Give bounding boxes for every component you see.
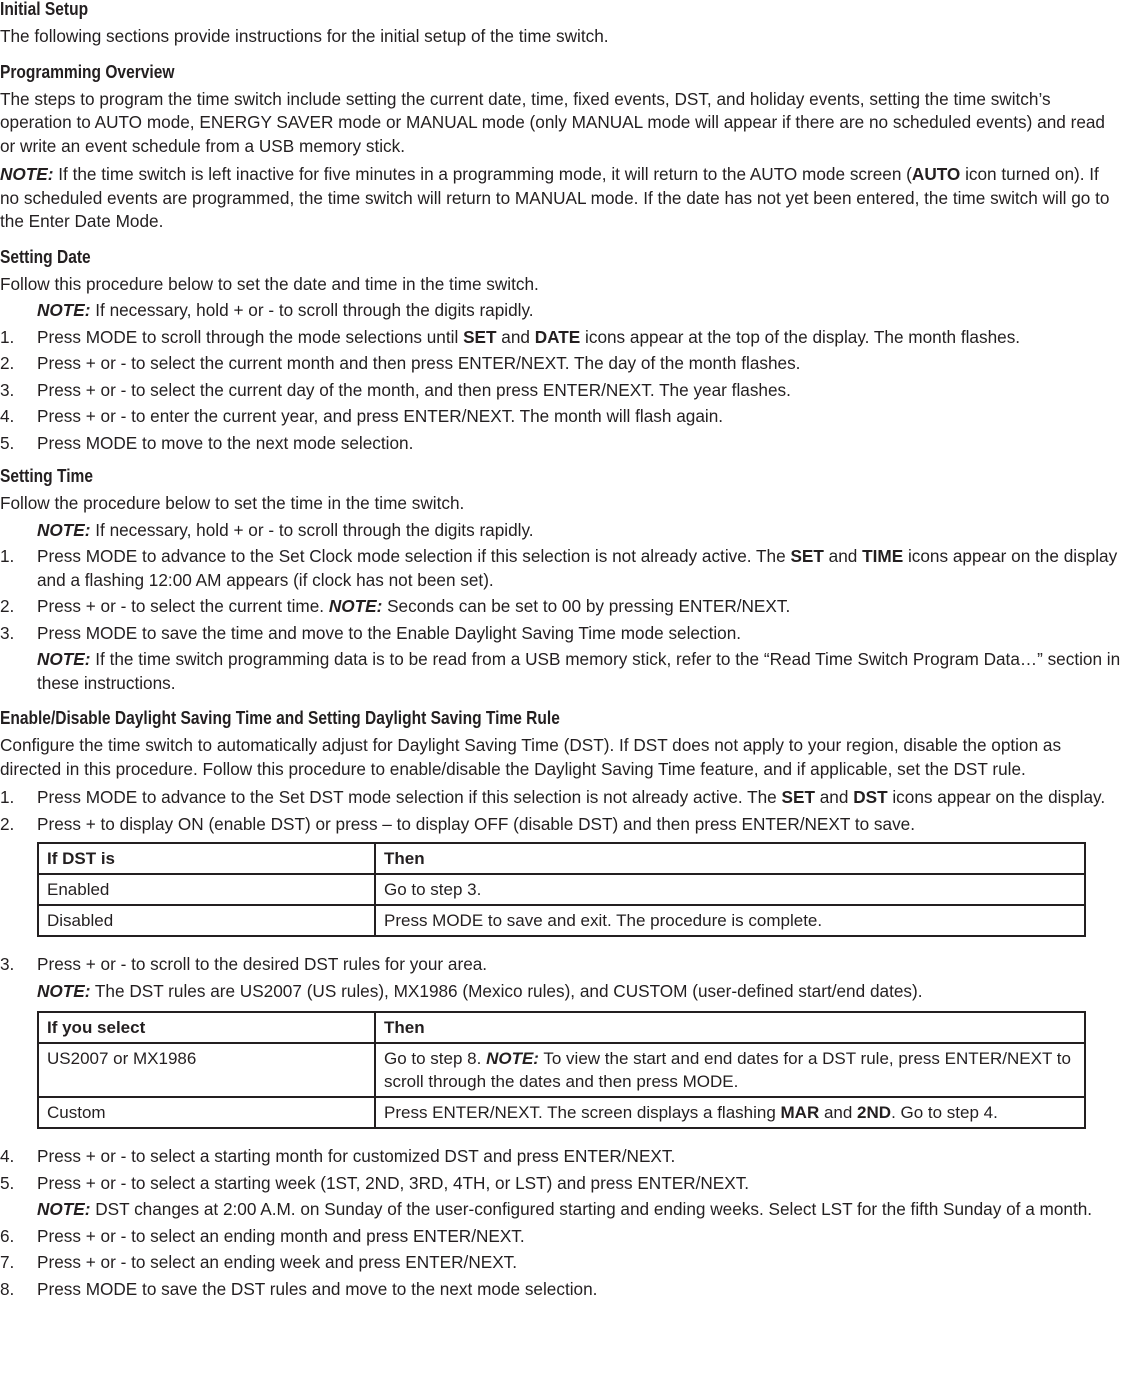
programming-overview-body: The steps to program the time switch include setting the current date, time, fixed events, DST, and holiday events, setting the time switch’s operation to AUTO mode, ENERGY SAVER mode or MANUAL mode (only MANUAL mode will appear if there are no scheduled events) and read or write an event schedule from a USB memory stick. <box>0 88 1105 156</box>
date-step-5: 5. Press MODE to move to the next mode selection. <box>0 432 414 453</box>
dst-step-8: 8. Press MODE to save the DST rules and move to the next mode selection. <box>0 1278 598 1299</box>
dst-step-4: 4. Press + or - to select a starting month for customized DST and press ENTER/NEXT. <box>0 1146 676 1166</box>
time-step-2: 2. Press + or - to select the current time. NOTE: Seconds can be set to 00 by pressing ENTER/NEXT. <box>0 596 791 616</box>
dst-step-6: 6. Press + or - to select an ending month and press ENTER/NEXT. <box>0 1225 525 1246</box>
dst-rule-table <box>37 1011 1086 1129</box>
date-step-1: 1. Press MODE to scroll through the mode selections until SET and DATE icons appear at the top of the display. The month flashes. <box>0 326 1021 347</box>
heading-dst: Enable/Disable Daylight Saving Time and Setting Daylight Saving Time Rule <box>0 707 560 728</box>
setting-time-end-note: NOTE: If the time switch programming data is to be read from a USB memory stick, refer to the “Read Time Switch Program Data…” section in these instructions. <box>37 649 1121 693</box>
dst-step-3-note: NOTE: The DST rules are US2007 (US rules), MX1986 (Mexico rules), and CUSTOM (user-defined start/end dates). <box>37 980 923 1001</box>
heading-initial-setup: Initial Setup <box>0 0 89 19</box>
dst-intro: Configure the time switch to automatically adjust for Daylight Saving Time (DST). If DST does not apply to your region, disable the option as directed in this procedure. Follow this procedure to enable/disable the Daylight Saving Time feature, and if applicable, set the DST rule. <box>0 735 1062 779</box>
dst-step-7: 7. Press + or - to select an ending week and press ENTER/NEXT. <box>0 1252 518 1272</box>
time-step-3: 3. Press MODE to save the time and move to the Enable Daylight Saving Time mode selection. <box>0 622 742 643</box>
dst-step-5: 5. Press + or - to select a starting week (1ST, 2ND, 3RD, 4TH, or LST) and press ENTER/NEXT. <box>0 1172 750 1193</box>
setting-time-intro: Follow the procedure below to set the time in the time switch. <box>0 493 465 513</box>
heading-programming-overview: Programming Overview <box>0 60 175 82</box>
programming-overview-note: NOTE: If the time switch is left inactive for five minutes in a programming mode, it will return to the AUTO mode screen (AUTO icon turned on). If no scheduled events are programmed, the time switch will return to MANUAL mode. If the date has not yet been entered, the time switch will go to the Enter Date Mode. <box>0 164 1110 231</box>
setting-date-note: NOTE: If necessary, hold + or - to scroll through the digits rapidly. <box>37 300 534 320</box>
heading-setting-time: Setting Time <box>0 465 93 486</box>
dst-step-2: 2. Press + to display ON (enable DST) or press – to display OFF (disable DST) and then press ENTER/NEXT to save. <box>0 813 916 834</box>
date-step-2: 2. Press + or - to select the current month and then press ENTER/NEXT. The day of the month flashes. <box>0 353 801 373</box>
table-header-row: If you select Then <box>38 1012 1085 1043</box>
initial-setup-intro: The following sections provide instructions for the initial setup of the time switch. <box>0 26 609 46</box>
dst-step-3: 3. Press + or - to scroll to the desired DST rules for your area. <box>0 954 488 974</box>
note-label: NOTE: <box>0 164 54 184</box>
setting-date-intro: Follow this procedure below to set the date and time in the time switch. <box>0 273 539 294</box>
table-row: Disabled Press MODE to save and exit. The procedure is complete. <box>38 905 1085 936</box>
dst-step-1: 1. Press MODE to advance to the Set DST mode selection if this selection is not already active. The SET and DST icons appear on the display. <box>0 787 1106 807</box>
table-header-row: If DST is Then <box>38 843 1085 874</box>
table-row: Enabled Go to step 3. <box>38 874 1085 905</box>
dst-step-5-note: NOTE: DST changes at 2:00 A.M. on Sunday of the user-configured starting and ending weeks. Select LST for the fifth Sunday of a month. <box>37 1199 1093 1219</box>
dst-enable-table <box>37 842 1086 937</box>
time-step-1: 1. Press MODE to advance to the Set Clock mode selection if this selection is not already active. The SET and TIME icons appear on the display and a flashing 12:00 AM appears (if clock has not been set). <box>0 546 1118 590</box>
heading-setting-date: Setting Date <box>0 245 91 267</box>
date-step-3: 3. Press + or - to select the current day of the month, and then press ENTER/NEXT. The year flashes. <box>0 379 791 400</box>
date-step-4: 4. Press + or - to enter the current year, and press ENTER/NEXT. The month will flash again. <box>0 406 724 426</box>
table-row: Custom Press ENTER/NEXT. The screen displays a flashing MAR and 2ND. Go to step 4. <box>38 1097 1085 1128</box>
table-row: US2007 or MX1986 Go to step 8. NOTE: To view the start and end dates for a DST rule, press ENTER/NEXT to scroll through the dates and then press MODE. <box>38 1043 1085 1097</box>
setting-time-note: NOTE: If necessary, hold + or - to scroll through the digits rapidly. <box>37 519 534 540</box>
